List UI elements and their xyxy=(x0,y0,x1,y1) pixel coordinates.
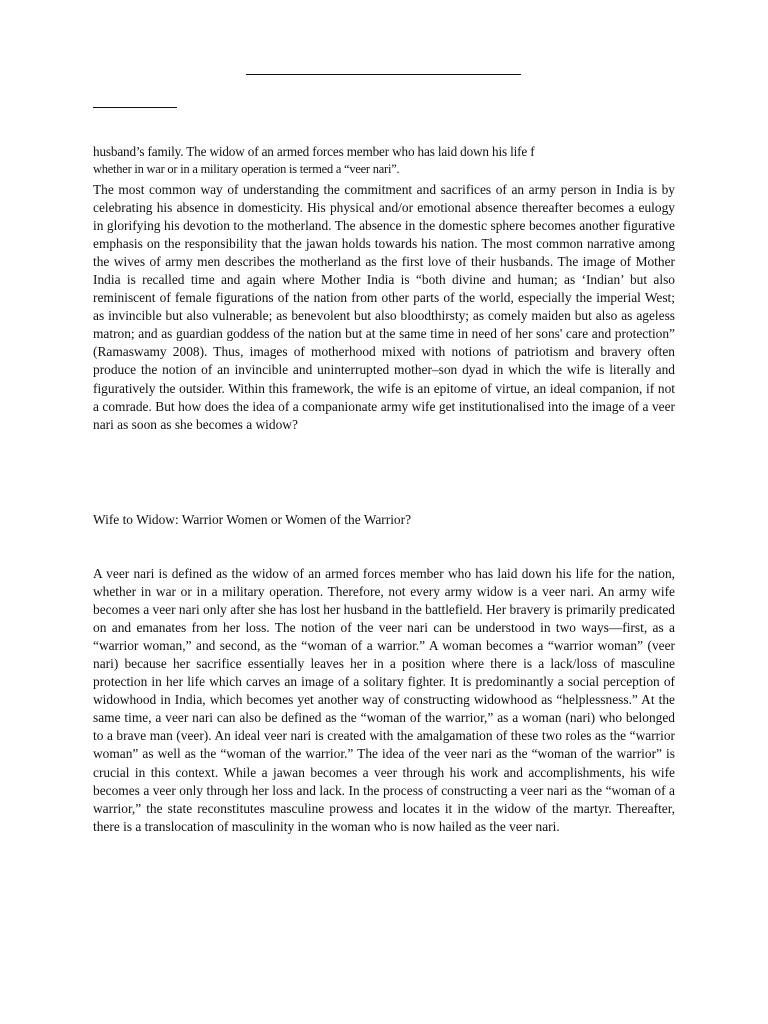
fragment-line-2: whether in war or in a military operation is termed a “veer nari”. xyxy=(93,162,400,176)
header-rule xyxy=(246,74,521,75)
body-paragraph-1: The most common way of understanding the commitment and sacrifices of an army person in India is by celebrating his absence in domesticity. His physical and/or emotional absence thereafter becomes a eulogy in glorifying his devotion to the motherland. The absence in the domestic sphere becomes another figurative emphasis on the responsibility that the jawan holds towards his nation. The most common narrative among the wives of army men describes the motherland as the first love of their husbands. The image of Mother India is recalled time and again where Mother India is “both divine and human; as ‘Indian’ but also reminiscent of female figurations of the nation from other parts of the world, especially the imperial West; as invincible but also vulnerable; as benevolent but also bloodthirsty; as comely maiden but also as ageless matron; and as guardian goddess of the nation but at the same time in need of her sons' care and protection” (Ramaswamy 2008). Thus, images of motherhood mixed with notions of patriotism and bravery often produce the notion of an invincible and uninterrupted mother–son dyad in which the wife is literally and figuratively the outsider. Within this framework, the wife is an epitome of virtue, an ideal companion, if not a comrade. But how does the idea of a companionate army wife get institutionalised into the image of a veer nari as soon as she becomes a widow? xyxy=(93,182,675,432)
overlapping-text-fragment xyxy=(93,143,673,177)
body-paragraph-2: A veer nari is defined as the widow of an armed forces member who has laid down his life for the nation, whether in war or in a military operation. Therefore, not every army widow is a veer nari. An army wife becomes a veer nari only after she has lost her husband in the battlefield. Her bravery is primarily predicated on and emanates from her loss. The notion of the veer nari can be understood in two ways—first, as a “warrior woman,” and second, as the “woman of a warrior.” A woman becomes a “warrior woman” (veer nari) because her sacrifice essentially leaves her in a position where there is a lack/loss of masculine protection in her life which carves an image of a solitary fighter. It is predominantly a social perception of widowhood in India, which becomes yet another way of constructing widowhood as “helplessness.” At the same time, a veer nari can also be defined as the “woman of the warrior,” as a woman (nari) who belonged to a brave man (veer). An ideal veer nari is created with the amalgamation of these two roles as the “warrior woman” as well as the “woman of the warrior.” The idea of the veer nari as the “woman of the warrior” is crucial in this context. While a jawan becomes a veer through his work and accomplishments, his wife becomes a veer only through her loss and lack. In the process of constructing a veer nari as the “woman of a warrior,” the state reconstitutes masculine prowess and locates it in the widow of the martyr. Thereafter, there is a translocation of masculinity in the woman who is now hailed as the veer nari. xyxy=(93,566,675,834)
section-heading: Wife to Widow: Warrior Women or Women of the Warrior? xyxy=(93,512,412,527)
fragment-line-1: husband’s family. The widow of an armed forces member who has laid down his life f xyxy=(93,144,535,159)
footnote-rule xyxy=(93,107,177,108)
